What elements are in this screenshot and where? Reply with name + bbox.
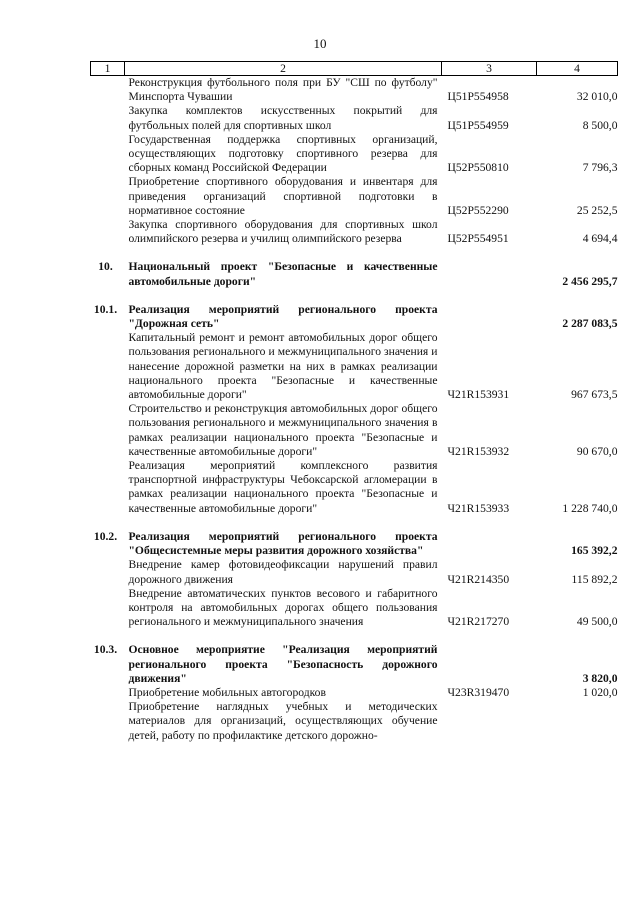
row-code (442, 303, 537, 331)
row-code: Ч21R217270 (447, 615, 510, 629)
row-code: Ц52P552290 (447, 203, 509, 217)
row-number (91, 104, 125, 132)
row-description: Реконструкция футбольного поля при БУ "СШ по футболу" Минспорта Чувашии (128, 76, 438, 104)
row-amount: 2 456 295,7 (562, 274, 618, 288)
row-number: 10.2. (93, 529, 118, 543)
header-col-1: 1 (91, 62, 125, 76)
row-code: Ч21R214350 (447, 572, 510, 586)
row-code: Ц52P554951 (447, 232, 509, 246)
row-number (91, 700, 125, 743)
table-row (91, 175, 618, 218)
row-code (442, 700, 537, 743)
row-description: Приобретение спортивного оборудования и инвентаря для приведения организаций спортивной подготовки в нормативное состояние (128, 175, 438, 217)
row-amount: 3 820,0 (582, 671, 618, 685)
row-number (91, 402, 125, 459)
row-description: Приобретение наглядных учебных и методических материалов для организаций, осуществляющих обучение детей, работу по профилактике детского дорожно- (128, 700, 438, 742)
row-description: Закупка комплектов искусственных покрытий для футбольных полей для спортивных школ (128, 104, 438, 132)
table-row (91, 700, 618, 743)
row-amount: 165 392,2 (571, 544, 618, 558)
row-amount: 25 252,5 (576, 203, 618, 217)
header-col-4: 4 (537, 62, 618, 76)
section-row (91, 530, 618, 558)
row-description: Внедрение камер фотовидеофиксации нарушений правил дорожного движения (128, 558, 438, 586)
header-col-3: 3 (442, 62, 537, 76)
section-row (91, 303, 618, 331)
spacer-row (91, 289, 618, 303)
spacer-row (91, 516, 618, 530)
table-row (91, 133, 618, 176)
row-code: Ч23R319470 (447, 685, 510, 699)
row-number (91, 686, 125, 700)
row-number (91, 331, 125, 402)
section-row (91, 260, 618, 288)
row-description: Реализация мероприятий регионального проекта "Общесистемные меры развития дорожного хозяйства" (128, 529, 438, 558)
table-row (91, 587, 618, 630)
table-row (91, 558, 618, 586)
row-amount: 7 796,3 (582, 161, 618, 175)
row-description: Внедрение автоматических пунктов весового и габаритного контроля на автомобильных дорогах общего пользования регионального и межмуниципального значения (128, 586, 438, 629)
row-amount: 32 010,0 (576, 90, 618, 104)
row-number (91, 133, 125, 176)
row-description: Капитальный ремонт и ремонт автомобильных дорог общего пользования регионального и межмуниципального значения и нанесение дорожной разметки на них в рамках реализации национального проекта "Безопасные и качественные автомобильные дороги" (128, 331, 438, 402)
row-description: Национальный проект "Безопасные и качественные автомобильные дороги" (128, 260, 438, 288)
row-code (442, 643, 537, 686)
spacer-row (91, 629, 618, 643)
table-row (91, 459, 618, 516)
table-row (91, 76, 618, 105)
row-description: Основное мероприятие "Реализация мероприятий регионального проекта "Безопасность дорожного движения" (128, 643, 438, 685)
row-code: Ч21R153932 (447, 444, 510, 458)
row-number (91, 218, 125, 246)
row-description: Строительство и реконструкция автомобильных дорог общего пользования регионального и межмуниципального значения в рамках реализации национального проекта "Безопасные и качественные автомобильные дороги" (128, 402, 438, 458)
row-amount (537, 700, 618, 743)
table-row (91, 218, 618, 246)
row-number (91, 587, 125, 630)
row-number: 10.3. (93, 643, 118, 657)
row-code: Ч21R153931 (447, 388, 510, 402)
row-amount: 4 694,4 (582, 232, 618, 246)
row-number (91, 76, 125, 105)
row-number (91, 459, 125, 516)
row-amount: 2 287 083,5 (562, 317, 618, 331)
row-amount: 49 500,0 (576, 615, 618, 629)
spacer-cell (91, 246, 618, 260)
row-code: Ц51P554959 (447, 118, 509, 132)
spacer-cell (91, 516, 618, 530)
budget-table (90, 61, 618, 743)
row-number: 10.1. (93, 302, 118, 316)
row-code: Ц52P550810 (447, 161, 509, 175)
section-row (91, 643, 618, 686)
row-code: Ч21R153933 (447, 501, 510, 515)
table-row (91, 402, 618, 459)
row-code (442, 260, 537, 288)
row-amount: 1 020,0 (582, 685, 618, 699)
spacer-cell (91, 629, 618, 643)
row-amount: 115 892,2 (571, 572, 618, 586)
row-amount: 967 673,5 (571, 388, 618, 402)
table-header (91, 62, 618, 76)
row-description: Реализация мероприятий комплексного развития транспортной инфраструктуры Чебоксарской агломерации в рамках реализации национального проекта "Безопасные и качественные автомобильные дороги" (128, 459, 438, 515)
spacer-cell (91, 289, 618, 303)
table-row (91, 686, 618, 700)
table-row (91, 104, 618, 132)
row-description: Государственная поддержка спортивных организаций, осуществляющих подготовку спортивного резерва для сборных команд Российской Федерации (128, 132, 438, 175)
row-description: Реализация мероприятий регионального проекта "Дорожная сеть" (128, 302, 438, 331)
row-description: Приобретение мобильных автогородков (128, 685, 326, 699)
row-number (91, 558, 125, 586)
row-number: 10. (98, 260, 113, 274)
spacer-row (91, 246, 618, 260)
row-number (91, 175, 125, 218)
row-amount: 90 670,0 (576, 444, 618, 458)
row-amount: 8 500,0 (582, 118, 618, 132)
row-code: Ц51P554958 (447, 90, 509, 104)
table-row (91, 331, 618, 402)
table-body (91, 76, 618, 743)
row-amount: 1 228 740,0 (562, 501, 618, 515)
row-code (442, 530, 537, 558)
row-description: Закупка спортивного оборудования для спортивных школ олимпийского резерва и училищ олимпийского резерва (128, 218, 438, 246)
page-number: 10 (313, 36, 327, 51)
header-col-2: 2 (125, 62, 442, 76)
